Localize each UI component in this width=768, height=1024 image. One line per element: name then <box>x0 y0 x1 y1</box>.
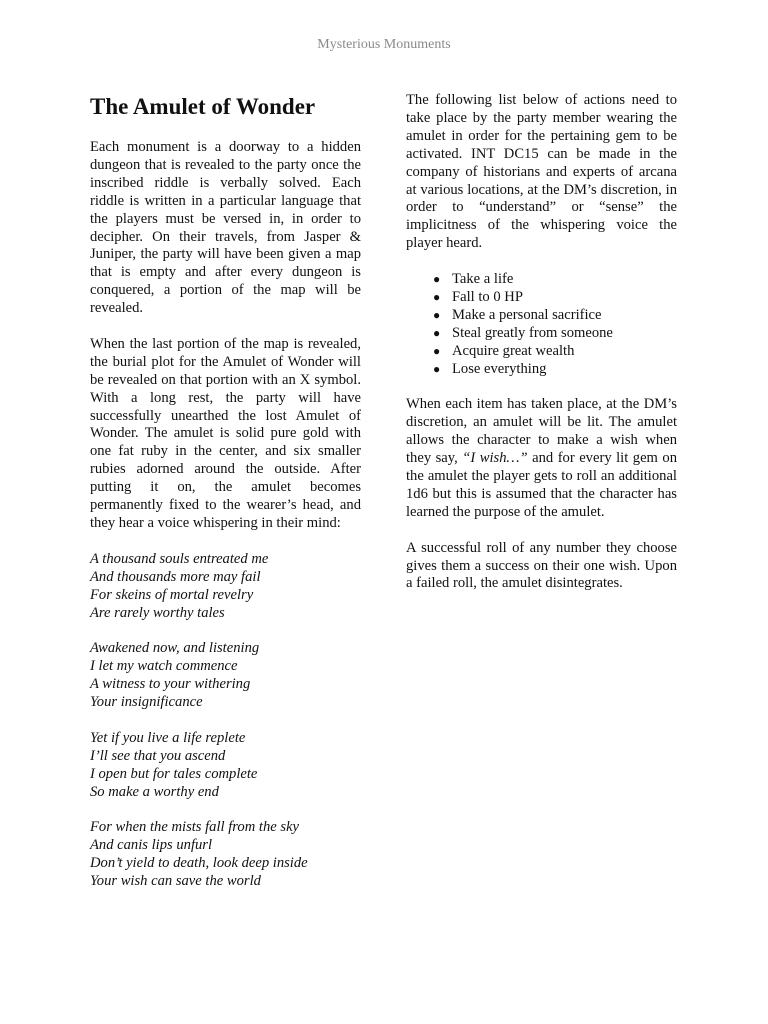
poem-line: Awakened now, and listening <box>90 640 260 657</box>
poem-line: For skeins of mortal revelry <box>90 586 254 603</box>
bullet-icon: ● <box>433 361 441 376</box>
list-item-label: Acquire great wealth <box>452 342 575 359</box>
list-item-label: Make a personal sacrifice <box>452 306 602 323</box>
poem-line: I open but for tales complete <box>90 765 258 782</box>
poem-line: Don’t yield to death, look deep inside <box>90 855 308 872</box>
poem-line: And canis lips unfurl <box>90 837 213 854</box>
poem-line: And thousands more may fail <box>90 568 261 585</box>
poem-line: A thousand souls entreated me <box>90 550 269 567</box>
paragraph-wish <box>406 396 677 521</box>
poem-line: I’ll see that you ascend <box>90 747 226 764</box>
poem-line: Your wish can save the world <box>90 873 261 890</box>
poem-line: I let my watch commence <box>90 658 238 675</box>
poem-line: Your insignificance <box>90 694 203 711</box>
wish-text-after: and for every lit gem on the amulet the player gets to roll an additional 1d6 but this is assumed that the character has learned the purpose of the amulet. <box>406 450 677 520</box>
wish-text-before: When each item has taken place, at the DM’s discretion, an amulet will be lit. The amulet allows the character to make a wish when they say, <box>406 396 677 467</box>
paragraph-actions-intro: The following list below of actions need to take place by the party member wearing the amulet in order for the pertaining gem to be activated. INT DC15 can be made in the company of historians and experts of arcana at various locations, at the DM’s discretion, in order to “understand” or “sense” the implicitness of the whispering voice the player heard. <box>406 92 677 252</box>
poem <box>90 551 361 891</box>
poem-stanza <box>90 551 361 623</box>
running-header: Mysterious Monuments <box>317 37 451 52</box>
list-item-label: Steal greatly from someone <box>452 324 613 341</box>
poem-line: Yet if you live a life replete <box>90 729 246 746</box>
bullet-icon: ● <box>433 307 441 322</box>
poem-line: For when the mists fall from the sky <box>90 819 300 836</box>
bullet-icon: ● <box>433 272 441 287</box>
poem-stanza <box>90 730 361 802</box>
list-item-label: Lose everything <box>452 360 547 377</box>
section-heading: The Amulet of Wonder <box>90 94 316 119</box>
poem-stanza <box>90 819 361 891</box>
poem-line: Are rarely worthy tales <box>90 604 225 621</box>
list-item <box>433 271 677 289</box>
list-item-label: Take a life <box>452 271 514 288</box>
bullet-icon: ● <box>433 289 441 304</box>
list-item <box>433 361 677 379</box>
bullet-icon: ● <box>433 343 441 358</box>
list-item <box>433 325 677 343</box>
poem-line: A witness to your withering <box>90 676 251 693</box>
paragraph-map: When the last portion of the map is revealed, the burial plot for the Amulet of Wonder will be revealed on that portion with an X symbol. With a long rest, the party will have successfully unearthed the lost Amulet of Wonder. The amulet is solid pure gold with one fat ruby in the center, and six smaller rubies adorned around the outside. After putting it on, the amulet becomes permanently fixed to the wearer’s head, and they hear a voice whispering in their mind: <box>90 335 361 532</box>
action-list <box>406 271 677 378</box>
left-column <box>90 92 361 909</box>
list-item-label: Fall to 0 HP <box>452 288 523 305</box>
wish-phrase: “I wish…” <box>462 450 528 467</box>
list-item <box>433 307 677 325</box>
poem-line: So make a worthy end <box>90 783 219 800</box>
paragraph-intro: Each monument is a doorway to a hidden dungeon that is revealed to the party once the inscribed riddle is verbally solved. Each riddle is written in a particular language that the players must be versed in, in order to decipher. On their travels, from Jasper & Juniper, the party will have been given a map that is empty and after every dungeon is conquered, a portion of the map will be revealed. <box>90 139 361 317</box>
bullet-icon: ● <box>433 325 441 340</box>
list-item <box>433 343 677 361</box>
paragraph-roll: A successful roll of any number they choose gives them a success on their one wish. Upon a failed roll, the amulet disintegrates. <box>406 539 677 592</box>
right-column <box>406 92 677 611</box>
poem-stanza <box>90 640 361 712</box>
list-item <box>433 289 677 307</box>
